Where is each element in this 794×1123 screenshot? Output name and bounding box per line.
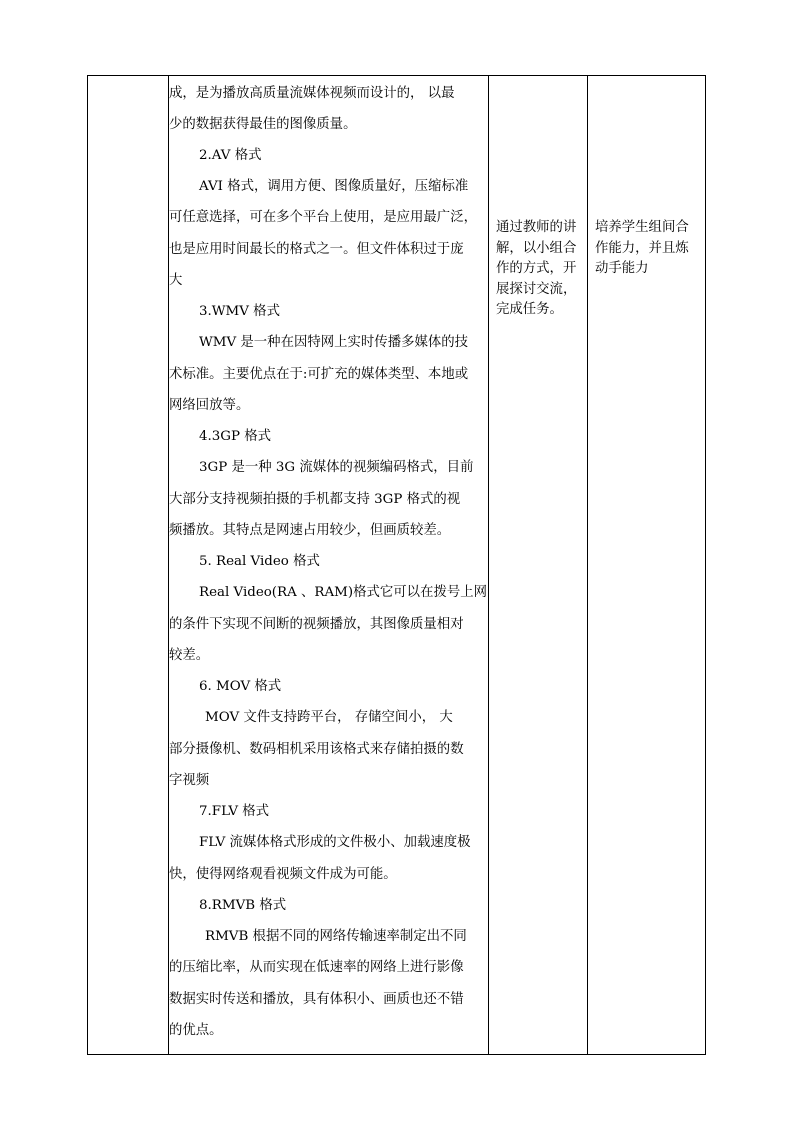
content-line: 也是应用时间最长的格式之一。但文件体积过于庞 [169, 242, 464, 257]
content-line: 的条件下实现不间断的视频播放，其图像质量相对 [169, 617, 464, 632]
content-line: 字视频 [169, 773, 210, 788]
goal-line: 作能力，并且炼 [595, 240, 689, 256]
content-line: 频播放。其特点是网速占用较少，但画质较差。 [169, 523, 451, 538]
content-line: 可任意选择，可在多个平台上使用，是应用最广泛， [169, 210, 477, 225]
content-line: 3.WMV 格式 [199, 304, 280, 319]
content-line: 少的数据获得最佳的图像质量。 [169, 117, 357, 132]
content-line: 5. Real Video 格式 [199, 554, 320, 569]
activity-line: 完成任务。 [496, 302, 563, 317]
content-line: 网络回放等。 [169, 398, 250, 413]
content-line: WMV 是一种在因特网上实时传播多媒体的技 [199, 335, 469, 350]
goal-column [595, 218, 701, 280]
content-line: 较差。 [169, 648, 210, 663]
content-line: MOV 文件支持跨平台， 存储空间小， 大 [205, 710, 453, 725]
activity-line: 展探讨交流， [496, 281, 577, 297]
content-line: 大部分支持视频拍摄的手机都支持 3GP 格式的视 [169, 492, 461, 507]
content-line: 成，是为播放高质量流媒体视频而设计的， 以最 [169, 86, 455, 101]
activity-line: 解，以小组合 [496, 240, 577, 256]
activity-line: 通过教师的讲 [496, 220, 577, 235]
content-line: 的优点。 [169, 1023, 223, 1038]
content-line: AVI 格式，调用方便、图像质量好，压缩标准 [199, 179, 469, 194]
lesson-table [87, 75, 706, 1055]
content-line: 部分摄像机、数码相机采用该格式来存储拍摄的数 [169, 742, 464, 757]
column-divider-3 [587, 76, 588, 1054]
content-line: 数据实时传送和播放，具有体积小、画质也还不错 [169, 992, 464, 1007]
content-line: 快，使得网络观看视频文件成为可能。 [169, 867, 397, 882]
activity-line: 作的方式，开 [496, 261, 577, 276]
content-line: 的压缩比率，从而实现在低速率的网络上进行影像 [169, 960, 464, 975]
content-line: 7.FLV 格式 [199, 804, 270, 819]
content-line: 4.3GP 格式 [199, 429, 272, 444]
goal-line: 培养学生组间合 [595, 220, 689, 235]
content-line: 2.AV 格式 [199, 148, 262, 163]
content-line: 8.RMVB 格式 [199, 898, 287, 913]
content-line: 6. MOV 格式 [199, 679, 282, 694]
activity-column [496, 218, 586, 321]
content-line: 术标准。主要优点在于:可扩充的媒体类型、本地或 [169, 367, 469, 382]
content-line: FLV 流媒体格式形成的文件极小、加载速度极 [199, 835, 471, 850]
content-line: 3GP 是一种 3G 流媒体的视频编码格式，目前 [199, 460, 474, 475]
content-line: RMVB 根据不同的网络传输速率制定出不同 [205, 929, 467, 944]
content-column [169, 76, 489, 1054]
goal-line: 动手能力 [595, 261, 649, 276]
content-line: Real Video(RA 、RAM)格式它可以在拨号上网 [199, 585, 488, 600]
content-line: 大 [169, 273, 183, 288]
